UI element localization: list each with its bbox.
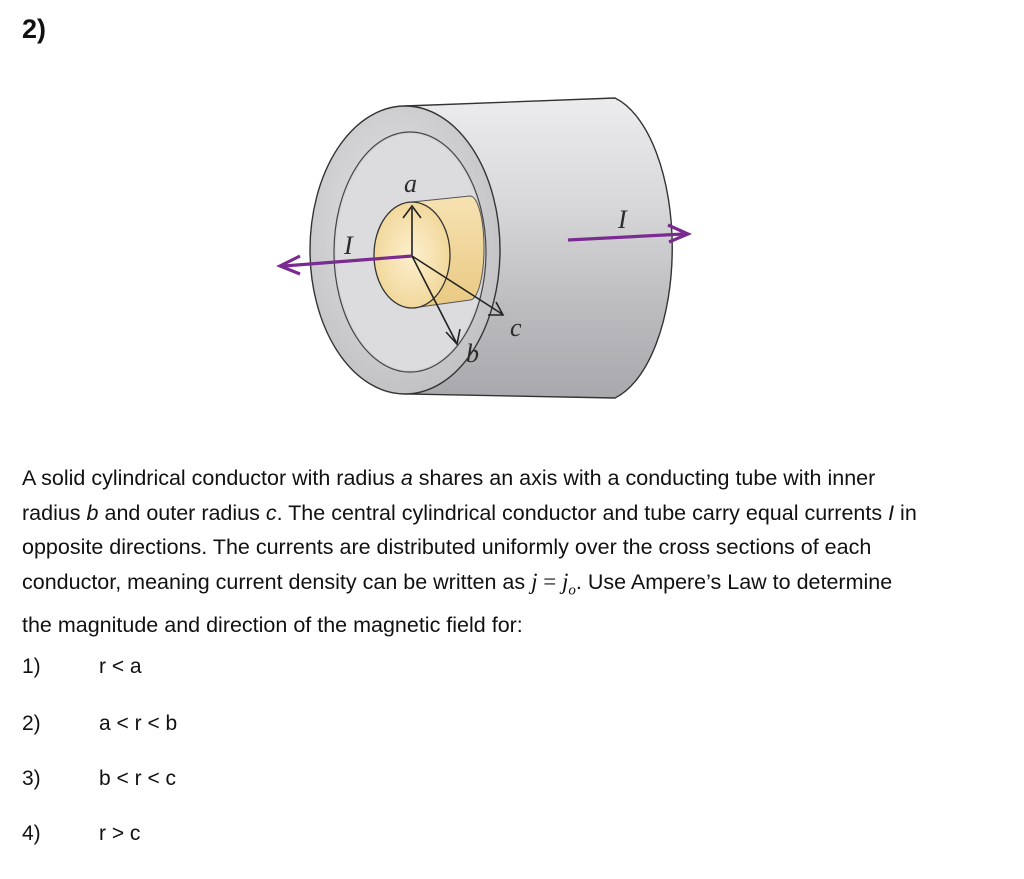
label-c: c [510,313,522,342]
var-a: a [400,466,413,490]
label-current-left: I [344,231,353,260]
coaxial-cable-diagram [270,92,710,412]
subpart-condition: b < r < c [99,767,177,790]
subpart-condition: a < r < b [99,712,178,735]
subpart-number: 1) [22,655,41,678]
var-b: b [86,500,99,525]
var-I: I [888,500,895,525]
problem-number: 2) [22,14,47,44]
var-c: c [265,500,277,525]
label-b: b [466,339,479,368]
subpart-number: 2) [22,712,41,735]
statement-line: the magnitude and direction of the magnetic field for: [22,612,523,637]
label-a: a [404,169,417,198]
statement-line: conductor, meaning current density can be written as $j = j_o$. Use Ampere’s Law to determine [22,568,893,599]
current-density-equation: $j = j_o$ [531,568,576,599]
subpart-number: 3) [22,767,41,790]
statement-line: radius b and outer radius c. The central cylindrical conductor and tube carry equal currents I in [22,500,917,525]
label-current-right: I [618,205,627,234]
statement-line: opposite directions. The currents are distributed uniformly over the cross sections of each [22,535,872,559]
problem-statement [22,461,1002,642]
statement-line: A solid cylindrical conductor with radius a shares an axis with a conducting tube with inner [22,466,876,490]
subpart-number: 4) [22,822,41,845]
coaxial-conductor-figure [270,92,710,412]
subpart-condition: r > c [99,822,141,845]
subpart-condition: r < a [99,655,142,678]
